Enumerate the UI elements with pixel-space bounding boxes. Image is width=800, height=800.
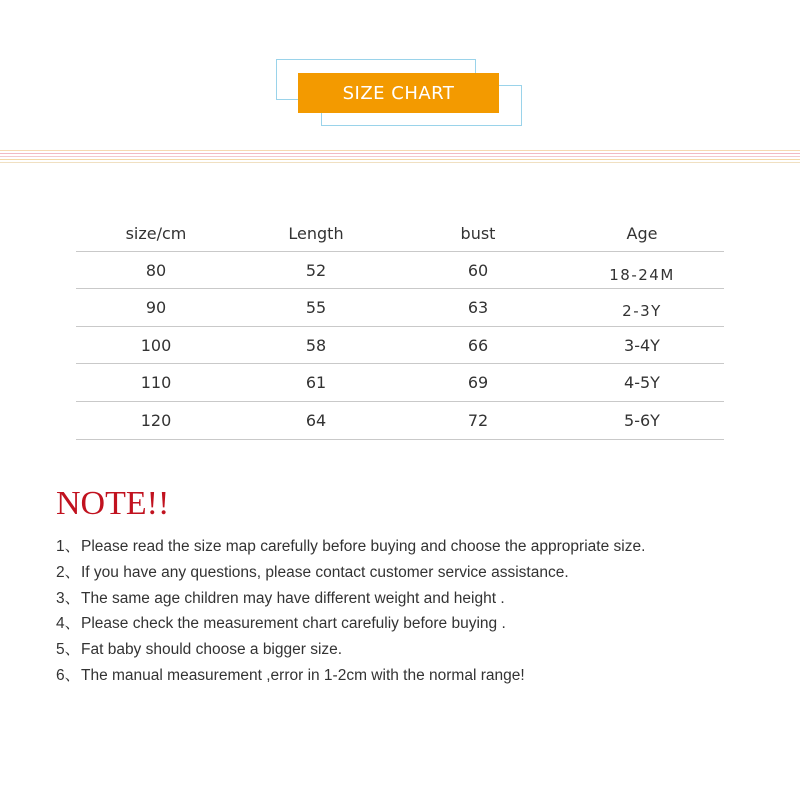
header-length: Length [288,224,344,243]
bust-cell: 66 [467,335,489,355]
length-cell: 52 [305,260,327,280]
bust-cell: 63 [467,298,489,317]
length-cell: 55 [305,298,327,317]
age-cell: 2-3Y [622,301,662,320]
size-cell: 80 [145,260,167,280]
note-item [56,613,776,639]
size-chart-badge: SIZE CHART [298,73,499,113]
length-cell: 58 [305,335,327,355]
note-number: 3、 [56,589,81,607]
note-title: NOTE!! [56,485,170,522]
header-age: Age [626,224,658,243]
bust-cell: 72 [467,411,489,430]
table-row [76,289,724,327]
size-cell: 120 [140,411,172,430]
size-table [76,216,724,440]
note-text: Please check the measurement chart carefuliy before buying . [81,615,506,633]
note-text: If you have any questions, please contact customer service assistance. [81,563,569,581]
note-number: 2、 [56,563,81,581]
note-item [56,665,776,691]
size-cell: 110 [140,373,172,392]
note-text: The same age children may have different weight and height . [81,589,505,607]
size-cell: 100 [140,335,172,355]
table-row [76,252,724,289]
note-text: The manual measurement ,error in 1-2cm with the normal range! [81,666,525,684]
note-list [56,536,776,691]
header-bust: bust [460,224,496,243]
note-item [56,536,776,562]
table-header-row [76,216,724,252]
bust-cell: 60 [467,260,489,280]
age-cell: 3-4Y [624,335,660,355]
note-text: Fat baby should choose a bigger size. [81,641,343,659]
length-cell: 64 [305,411,327,430]
age-cell: 5-6Y [624,411,660,430]
note-text: Please read the size map carefully before buying and choose the appropriate size. [81,538,646,555]
note-item [56,562,776,588]
note-item [56,639,776,665]
table-row [76,327,724,364]
note-number: 5、 [56,641,81,659]
table-row [76,402,724,440]
note-number: 6、 [56,666,81,684]
age-cell: 18-24M [609,265,675,284]
note-item [56,588,776,614]
length-cell: 61 [305,373,327,392]
header-size: size/cm [125,224,187,243]
note-number: 1、 [56,538,81,555]
table-row [76,364,724,402]
bust-cell: 69 [467,373,489,392]
size-cell: 90 [145,298,167,317]
note-number: 4、 [56,615,81,633]
age-cell: 4-5Y [624,373,660,392]
decorative-stripes [0,150,800,168]
